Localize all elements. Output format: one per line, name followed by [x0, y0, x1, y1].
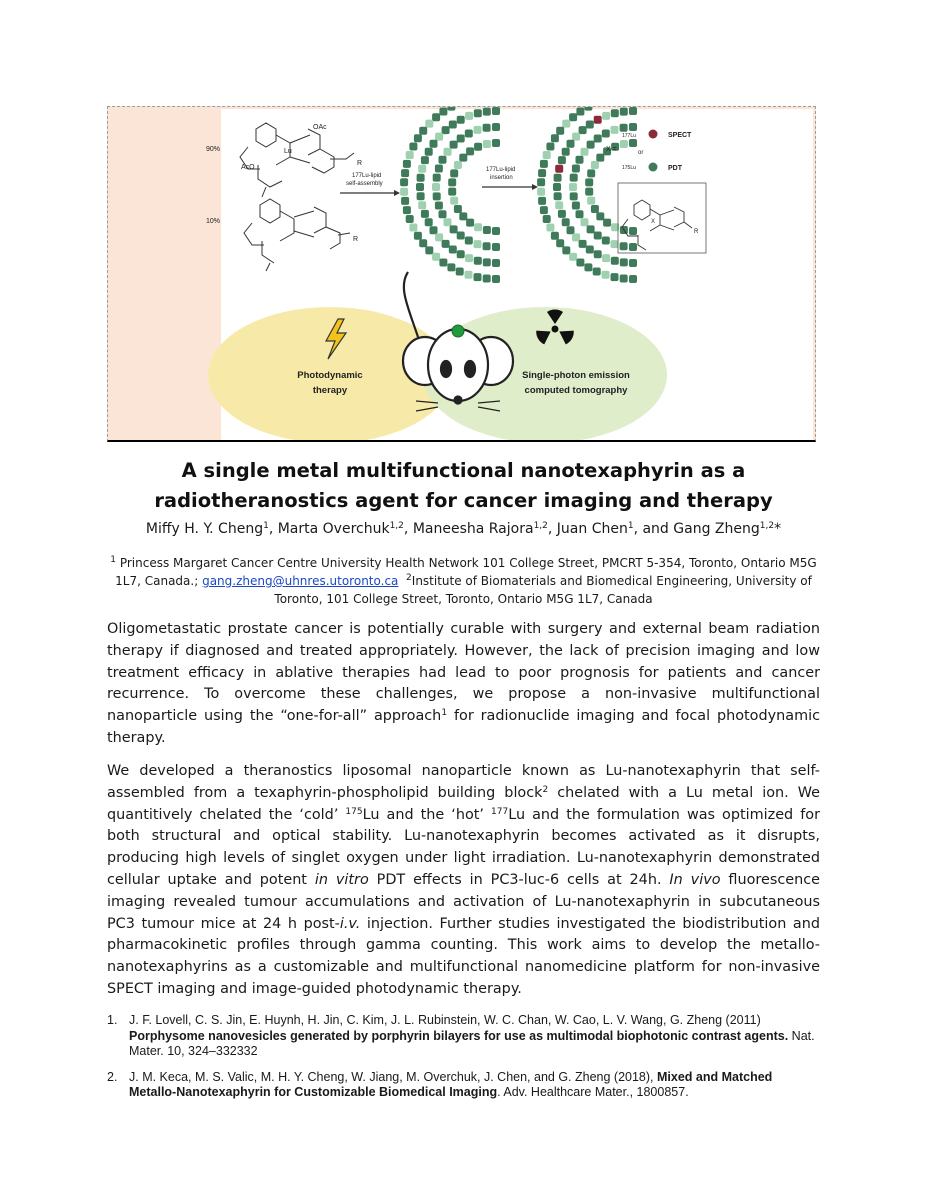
lipid-bead — [594, 232, 602, 240]
liposome-bilayer-1 — [400, 107, 500, 283]
lipid-bead — [551, 232, 559, 240]
lipid-bead — [570, 174, 578, 182]
lipid-bead — [400, 178, 408, 186]
author-name: Marta Overchuk — [277, 521, 390, 537]
lipid-bead — [591, 205, 599, 213]
author-name: Miffy H. Y. Cheng — [145, 521, 264, 537]
figure-drawing — [108, 107, 815, 441]
author-affiliation-sup: 1,2 — [759, 521, 775, 531]
lipid-bead — [602, 254, 610, 262]
lipid-bead — [483, 226, 491, 234]
lipid-bead — [450, 225, 458, 233]
lipid-bead — [432, 183, 440, 191]
lipid-bead — [435, 233, 443, 241]
lipid-bead — [433, 174, 441, 182]
lipid-bead — [620, 140, 628, 148]
lipid-bead — [456, 268, 464, 276]
lipid-bead — [474, 273, 482, 281]
lu177-label: 177Lu — [622, 133, 636, 139]
lipid-bead — [584, 263, 592, 271]
lipid-bead — [581, 218, 589, 226]
reference-list — [107, 1013, 820, 1111]
text-run: chelated with a Lu metal ion. We quantitively chelated the ‘cold’ — [107, 784, 820, 823]
reference-number: 2. — [107, 1069, 118, 1084]
lipid-bead — [587, 141, 595, 149]
lipid-bead — [579, 126, 587, 134]
lipid-bead — [584, 107, 592, 111]
lipid-bead — [465, 271, 473, 279]
lipid-bead — [591, 161, 599, 169]
reference-item — [107, 1070, 820, 1101]
lipid-bead — [492, 123, 500, 131]
citation-sup: 1 — [441, 708, 448, 719]
lipid-bead — [555, 201, 563, 209]
lipid-bead — [572, 233, 580, 241]
text-run: for radionuclide imaging and focal photodynamic therapy. — [107, 708, 820, 746]
reference-authors: J. F. Lovell, C. S. Jin, E. Huynh, H. Jin, C. Kim, J. L. Rubinstein, W. C. Chan, W. Cao, L. V. Wang, G. Zheng (2011) — [129, 1013, 761, 1027]
lipid-bead — [425, 148, 433, 156]
affiliation-2: Institute of Biomaterials and Biomedical Engineering, University of Toronto, 101 College Street, Toronto, Ontario M5G 1L7, Canada — [274, 574, 812, 606]
pdt-label: PDT — [668, 165, 682, 172]
citation-sup: 2 — [542, 784, 549, 795]
lipid-bead — [572, 165, 580, 173]
lipid-bead — [401, 169, 409, 177]
lipid-bead — [540, 206, 548, 214]
lipid-bead — [569, 183, 577, 191]
lipid-bead — [483, 275, 491, 283]
text-run: We developed a theranostics liposomal nanoparticle known as Lu-nanotexaphyrin that self-assembled from a texaphyrin-phospholipid building block — [107, 763, 820, 801]
lipid-bead — [611, 240, 619, 248]
lipid-bead — [435, 165, 443, 173]
lipid-bead — [442, 126, 450, 134]
lipid-bead — [492, 275, 500, 283]
lipid-bead — [425, 246, 433, 254]
pdt-label-line2: therapy — [312, 385, 348, 396]
lipid-bead — [444, 218, 452, 226]
lipid-bead — [554, 192, 562, 200]
lipid-bead — [602, 237, 610, 245]
author-separator: * — [774, 521, 782, 537]
author-affiliation-sup: 1 — [263, 521, 269, 531]
x-equals-label: X = — [606, 146, 617, 153]
isotope-sup: 175 — [345, 806, 363, 817]
author-separator: , — [268, 521, 278, 537]
lipid-bead — [414, 232, 422, 240]
lipid-bead — [454, 161, 462, 169]
lipid-bead — [430, 140, 438, 148]
lipid-bead — [459, 154, 467, 162]
lipid-bead — [586, 246, 594, 254]
lipid-bead — [602, 130, 610, 138]
abstract-paragraph-2 — [107, 761, 820, 1001]
r-label-top: R — [357, 160, 363, 167]
text-run: fluorescence imaging revealed tumour accumulations and activation of Lu-nanotexaphyrin in subcutaneous PC3 tumour mice at 24 h post- — [107, 871, 821, 932]
lipid-bead — [537, 178, 545, 186]
lipid-bead — [439, 108, 447, 116]
lipid-bead — [447, 263, 455, 271]
lipid-bead — [444, 148, 452, 156]
lipid-bead — [416, 183, 424, 191]
lipid-bead — [567, 226, 575, 234]
lipid-bead — [406, 151, 414, 159]
lipid-bead — [587, 225, 595, 233]
lipid-bead — [585, 188, 593, 196]
lipid-bead — [419, 239, 427, 247]
r-label-bottom: R — [353, 236, 359, 243]
lipid-bead — [419, 127, 427, 135]
lipid-bead — [585, 178, 593, 186]
lipid-bead — [409, 143, 417, 151]
lu175-label: 175Lu — [622, 165, 636, 171]
graphical-abstract-figure — [107, 106, 816, 442]
lipid-bead — [558, 156, 566, 164]
italic-run: i.v. — [339, 915, 361, 932]
pdt-label-line1: Photodynamic — [297, 370, 363, 381]
lipid-bead — [576, 108, 584, 116]
lipid-bead — [569, 113, 577, 121]
email-link[interactable]: gang.zheng@uhnres.utoronto.ca — [202, 574, 399, 588]
insertion-arrow — [482, 167, 538, 190]
lipid-bead — [629, 243, 637, 251]
lipid-bead — [439, 210, 447, 218]
lipid-bead — [474, 223, 482, 231]
lipid-bead — [602, 112, 610, 120]
arrow1-label-line1: 177Lu-lipid — [352, 173, 382, 179]
lipid-bead — [572, 133, 580, 141]
lipid-bead — [537, 188, 545, 196]
lipid-bead — [553, 183, 561, 191]
lipid-bead — [454, 205, 462, 213]
author-affiliation-sup: 1 — [627, 521, 634, 531]
lipid-bead — [620, 124, 628, 132]
arrow1-label-line2: self-assembly — [346, 181, 383, 187]
lipid-bead — [474, 126, 482, 134]
author-name: Gang Zheng — [673, 521, 760, 537]
lipid-bead — [629, 107, 637, 115]
percent-top-label: 90% — [206, 146, 221, 153]
bead-legend — [606, 130, 692, 173]
lipid-bead — [435, 133, 443, 141]
lipid-bead — [483, 108, 491, 116]
affiliation-sup-2: 2 — [406, 573, 412, 583]
lipid-bead — [406, 215, 414, 223]
author-name: Maneesha Rajora — [412, 521, 534, 537]
lipid-bead — [570, 192, 578, 200]
lipid-bead — [603, 219, 611, 227]
author-separator: , and — [633, 521, 674, 537]
author-list — [110, 520, 817, 538]
lipid-bead — [474, 240, 482, 248]
lipid-bead — [596, 212, 604, 220]
metal-texaphyrin-box — [618, 183, 706, 253]
free-texaphyrin-molecule — [244, 199, 350, 271]
lipid-bead — [538, 169, 546, 177]
lipid-bead — [414, 134, 422, 142]
lipid-bead — [546, 143, 554, 151]
percent-bottom-label: 10% — [206, 218, 221, 225]
lipid-bead — [430, 226, 438, 234]
lipid-bead — [400, 188, 408, 196]
lipid-bead — [593, 268, 601, 276]
lipid-bead — [450, 197, 458, 205]
lipid-bead — [466, 219, 474, 227]
lipid-bead — [435, 202, 443, 210]
lipid-bead — [403, 206, 411, 214]
text-run: Oligometastatic prostate cancer is potentially curable with surgery and external beam radiation therapy if diagnosed and treated appropriately. However, the lack of precision imaging and low treatment efficacy in ablative therapies had lead to poor prognosis for patients and cancer recurrence. To overcome these challenges, we propose a non-invasive multifunctional nanoparticle using the “one-for-all” approach — [107, 621, 820, 725]
lipid-bead — [562, 218, 570, 226]
lipid-bead — [611, 126, 619, 134]
lipid-bead — [465, 237, 473, 245]
lipid-bead — [465, 112, 473, 120]
lipid-bead — [587, 197, 595, 205]
lipid-bead — [409, 224, 417, 232]
lipid-bead — [425, 120, 433, 128]
paper-title: A single metal multifunctional nanotexaphyrin as a radiotheranostics agent for cancer imaging and therapy — [154, 459, 773, 512]
tumour-dot-icon — [452, 325, 464, 337]
lipid-bead — [554, 174, 562, 182]
lipid-bead — [439, 156, 447, 164]
lipid-bead — [492, 243, 500, 251]
lipid-bead — [629, 275, 637, 283]
lipid-bead — [620, 275, 628, 283]
lipid-bead — [540, 160, 548, 168]
lipid-bead — [457, 135, 465, 143]
lipid-bead — [587, 169, 595, 177]
lipid-bead — [425, 218, 433, 226]
lipid-bead — [448, 178, 456, 186]
lipid-bead — [448, 188, 456, 196]
author-separator: , — [547, 521, 557, 537]
text-run: PDT effects in PC3-luc-6 cells at 24h. — [368, 871, 670, 888]
lipid-bead — [466, 147, 474, 155]
lipid-bead — [418, 165, 426, 173]
lipid-bead — [546, 224, 554, 232]
lipid-bead — [439, 259, 447, 267]
lipid-bead — [483, 140, 491, 148]
lipid-bead — [611, 273, 619, 281]
lipid-bead — [629, 123, 637, 131]
lipid-bead — [457, 250, 465, 258]
lipid-bead — [569, 253, 577, 261]
lipid-bead — [543, 215, 551, 223]
isotope-sup: 177 — [491, 806, 509, 817]
arrow2-label-line2: insertion — [490, 175, 513, 181]
lipid-bead — [432, 253, 440, 261]
lipid-bead — [556, 127, 564, 135]
reference-item — [107, 1013, 820, 1060]
author-name: Juan Chen — [556, 521, 628, 537]
text-run: injection. Further studies investigated the biodistribution and pharmacokinetic profiles through gamma counting. This work aims to develop the metallo-nanotexaphyrins as a customizable and multifunctional nanomedicine platform for non-invasive SPECT imaging and image-guided photodynamic therapy. — [107, 915, 820, 997]
lipid-bead — [620, 108, 628, 116]
lipid-bead — [596, 154, 604, 162]
lipid-bead — [449, 246, 457, 254]
oac-label: OAc — [313, 124, 327, 131]
lipid-bead — [457, 232, 465, 240]
lipid-bead — [629, 139, 637, 147]
lipid-bead — [401, 197, 409, 205]
lipid-bead — [483, 242, 491, 250]
lipid-bead — [447, 107, 455, 111]
lipid-bead — [417, 192, 425, 200]
lipid-bead — [581, 148, 589, 156]
lipid-bead — [576, 210, 584, 218]
lipid-bead — [433, 192, 441, 200]
spect-label-line1: Single-photon emission — [522, 370, 630, 381]
affiliation-1: Princess Margaret Cancer Centre University Health Network 101 College Street, PMCRT 5-354, Toronto, Ontario M5G 1L7, Canada.; — [115, 556, 817, 588]
italic-run: in vitro — [314, 871, 369, 888]
reference-title: Mixed and Matched Metallo-Nanotexaphyrin for Customizable Biomedical Imaging — [129, 1069, 773, 1099]
lipid-bead — [602, 271, 610, 279]
lipid-bead — [579, 240, 587, 248]
lipid-bead — [450, 141, 458, 149]
spect-label: SPECT — [668, 132, 692, 139]
r-label-box: R — [694, 229, 699, 235]
lipid-bead — [450, 169, 458, 177]
lipid-bead — [483, 258, 491, 266]
lipid-bead — [572, 202, 580, 210]
lipid-bead — [556, 239, 564, 247]
affiliations — [110, 554, 817, 608]
lu-label: Lu — [284, 148, 292, 155]
lipid-bead — [459, 212, 467, 220]
spect-bead-icon — [649, 130, 658, 139]
lipid-bead — [629, 227, 637, 235]
lipid-bead — [432, 113, 440, 121]
abstract-paragraph-1 — [107, 619, 820, 750]
lipid-bead — [457, 116, 465, 124]
lipid-bead — [562, 148, 570, 156]
lipid-bead — [586, 121, 594, 129]
lipid-bead — [629, 259, 637, 267]
lipid-bead — [538, 197, 546, 205]
lipid-bead — [576, 259, 584, 267]
author-affiliation-sup: 1,2 — [389, 521, 404, 531]
text-run: Lu and the formulation was optimized for both structural and optical stability. Lu-nanotexaphyrin becomes activated as it disrupts, producing high levels of singlet oxygen under light irradiation. Lu-nanotexaphyrin demonstrated cellular uptake and potent — [107, 806, 821, 888]
reference-number: 1. — [107, 1013, 118, 1027]
lipid-bead — [620, 242, 628, 250]
lipid-bead — [421, 156, 429, 164]
text-run: Lu and the ‘hot’ — [362, 806, 492, 823]
lipid-bead — [576, 156, 584, 164]
lipid-bead — [492, 259, 500, 267]
lipid-bead — [474, 109, 482, 117]
affiliation-sup-1: 1 — [110, 555, 116, 565]
self-assembly-arrow — [340, 173, 400, 196]
lipid-bead — [562, 120, 570, 128]
lipid-bead — [474, 257, 482, 265]
lipid-bead — [449, 121, 457, 129]
or-label: or — [638, 150, 644, 156]
lipid-bead — [611, 109, 619, 117]
lipid-bead — [558, 210, 566, 218]
lipid-bead — [483, 124, 491, 132]
reference-journal: . Adv. Healthcare Mater., 1800857. — [497, 1085, 689, 1099]
lipid-bead — [555, 165, 563, 173]
italic-run: In vivo — [669, 871, 721, 888]
lipid-bead — [611, 257, 619, 265]
pdt-bead-icon — [649, 163, 658, 172]
lipid-bead — [418, 201, 426, 209]
lipid-bead — [562, 246, 570, 254]
lipid-bead — [465, 130, 473, 138]
lipid-bead — [492, 139, 500, 147]
reference-journal: Nat. Mater. 10, 324–332332 — [129, 1028, 815, 1058]
lipid-bead — [474, 143, 482, 151]
lu-texaphyrin-molecule — [240, 123, 354, 197]
author-affiliation-sup: 1,2 — [533, 521, 548, 531]
lipid-bead — [594, 116, 602, 124]
lipid-bead — [620, 258, 628, 266]
aco-label: AcO — [241, 164, 255, 171]
lipid-bead — [492, 107, 500, 115]
arrow2-label-line1: 177Lu-lipid — [486, 167, 516, 173]
lipid-bead — [442, 240, 450, 248]
reference-authors: J. M. Keca, M. S. Valic, M. H. Y. Cheng, W. Jiang, M. Overchuk, J. Chen, and G. Zheng (2018), — [129, 1069, 657, 1084]
lipid-bead — [465, 254, 473, 262]
lipid-bead — [567, 140, 575, 148]
lipid-bead — [551, 134, 559, 142]
lipid-bead — [421, 210, 429, 218]
lipid-bead — [594, 135, 602, 143]
lipid-bead — [594, 250, 602, 258]
lipid-bead — [403, 160, 411, 168]
x-metal-label: X — [651, 219, 656, 225]
author-separator: , — [403, 521, 413, 537]
lipid-bead — [417, 174, 425, 182]
lipid-bead — [543, 151, 551, 159]
reference-title: Porphysome nanovesicles generated by porphyrin bilayers for use as multimodal biophotonic contrast agents. — [129, 1028, 789, 1043]
lipid-bead — [492, 227, 500, 235]
spect-label-line2: computed tomography — [524, 385, 628, 396]
